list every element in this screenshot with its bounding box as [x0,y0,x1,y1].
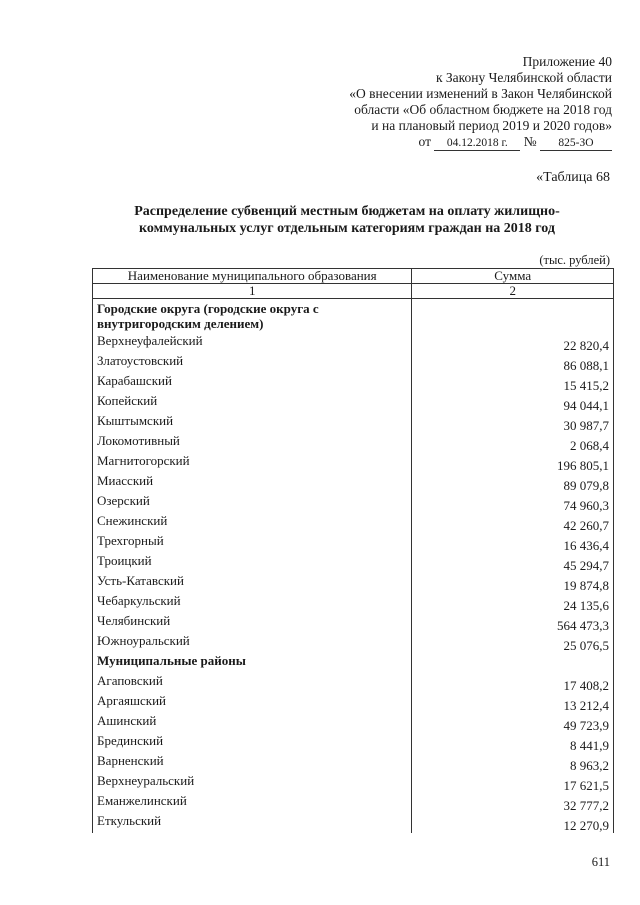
law-date: 04.12.2018 г. [434,137,520,151]
title-line: Распределение субвенций местным бюджетам на оплату жилищно- [134,204,560,219]
header-line: Приложение 40 [522,54,612,69]
document-header [349,54,612,151]
section-title: Муниципальные районы [93,653,412,673]
municipality-name: Еманжелинский [93,793,412,813]
subsidy-amount: 8 963,2 [412,753,614,773]
municipality-name: Верхнеуральский [93,773,412,793]
subsidy-amount: 22 820,4 [412,333,614,353]
table-row [93,433,614,453]
section-title: Городские округа (городские округа с внутригородским делением) [93,299,412,334]
table-row [93,353,614,373]
municipality-name: Миасский [93,473,412,493]
municipality-name: Карабашский [93,373,412,393]
table-row [93,553,614,573]
table-row [93,533,614,553]
header-date-number-line [349,134,612,151]
table-row [93,473,614,493]
header-line: и на плановый период 2019 и 2020 годов» [371,118,612,133]
subsidy-amount: 25 076,5 [412,633,614,653]
subsidy-amount: 17 408,2 [412,673,614,693]
subsidy-amount: 196 805,1 [412,453,614,473]
municipality-name: Локомотивный [93,433,412,453]
subsidy-amount: 564 473,3 [412,613,614,633]
table-row [93,573,614,593]
municipality-name: Снежинский [93,513,412,533]
municipality-name: Аргаяшский [93,693,412,713]
municipality-name: Трехгорный [93,533,412,553]
subsidy-amount: 45 294,7 [412,553,614,573]
table-row [93,693,614,713]
section-row [93,653,614,673]
subsidy-amount: 2 068,4 [412,433,614,453]
subsidy-amount: 89 079,8 [412,473,614,493]
subsidy-amount: 94 044,1 [412,393,614,413]
municipality-name: Агаповский [93,673,412,693]
municipality-name: Копейский [93,393,412,413]
number-label: № [523,134,537,149]
section-row [93,299,614,334]
municipality-name: Челябинский [93,613,412,633]
empty-cell [412,299,614,334]
subsidy-amount: 8 441,9 [412,733,614,753]
municipality-name: Магнитогорский [93,453,412,473]
subsidy-amount: 16 436,4 [412,533,614,553]
municipality-name: Еткульский [93,813,412,833]
municipality-name: Ашинский [93,713,412,733]
table-row [93,493,614,513]
table-row [93,713,614,733]
column-header-name: Наименование муниципального образования [93,269,412,284]
header-line: области «Об областном бюджете на 2018 год [354,102,612,117]
table-row [93,633,614,653]
table-row [93,673,614,693]
header-line: к Закону Челябинской области [435,70,612,85]
municipality-name: Усть-Катавский [93,573,412,593]
table-row [93,413,614,433]
subsidy-amount: 12 270,9 [412,813,614,833]
subsidy-amount: 19 874,8 [412,573,614,593]
table-row [93,333,614,353]
municipality-name: Брединский [93,733,412,753]
subsidy-amount: 42 260,7 [412,513,614,533]
column-index: 2 [412,284,614,299]
subsidy-amount: 49 723,9 [412,713,614,733]
document-title [110,203,584,237]
empty-cell [412,653,614,673]
subsidy-amount: 74 960,3 [412,493,614,513]
subsidy-amount: 86 088,1 [412,353,614,373]
subsidy-amount: 15 415,2 [412,373,614,393]
header-line: «О внесении изменений в Закон Челябинской [349,86,612,101]
table-row [93,453,614,473]
subsidy-amount: 13 212,4 [412,693,614,713]
table-row [93,733,614,753]
column-header-sum: Сумма [412,269,614,284]
table-row [93,513,614,533]
municipality-name: Озерский [93,493,412,513]
table-body [93,299,614,834]
title-line: коммунальных услуг отдельным категориям граждан на 2018 год [139,221,555,236]
from-label: от [418,134,431,149]
column-index: 1 [93,284,412,299]
table-row [93,373,614,393]
subsidy-amount: 32 777,2 [412,793,614,813]
municipality-name: Верхнеуфалейский [93,333,412,353]
table-row [93,613,614,633]
table-row [93,813,614,833]
municipality-name: Чебаркульский [93,593,412,613]
municipality-name: Варненский [93,753,412,773]
table-row [93,753,614,773]
table-row [93,593,614,613]
subsidy-table [92,268,614,833]
table-row [93,393,614,413]
units-note: (тыс. рублей) [539,253,610,267]
subsidy-amount: 30 987,7 [412,413,614,433]
municipality-name: Троицкий [93,553,412,573]
municipality-name: Кыштымский [93,413,412,433]
municipality-name: Златоустовский [93,353,412,373]
law-number: 825-ЗО [540,137,612,151]
subsidy-amount: 24 135,6 [412,593,614,613]
table-row [93,793,614,813]
table-row [93,773,614,793]
table-reference: «Таблица 68 [536,170,610,185]
municipality-name: Южноуральский [93,633,412,653]
page-number: 611 [591,855,610,869]
subsidy-amount: 17 621,5 [412,773,614,793]
